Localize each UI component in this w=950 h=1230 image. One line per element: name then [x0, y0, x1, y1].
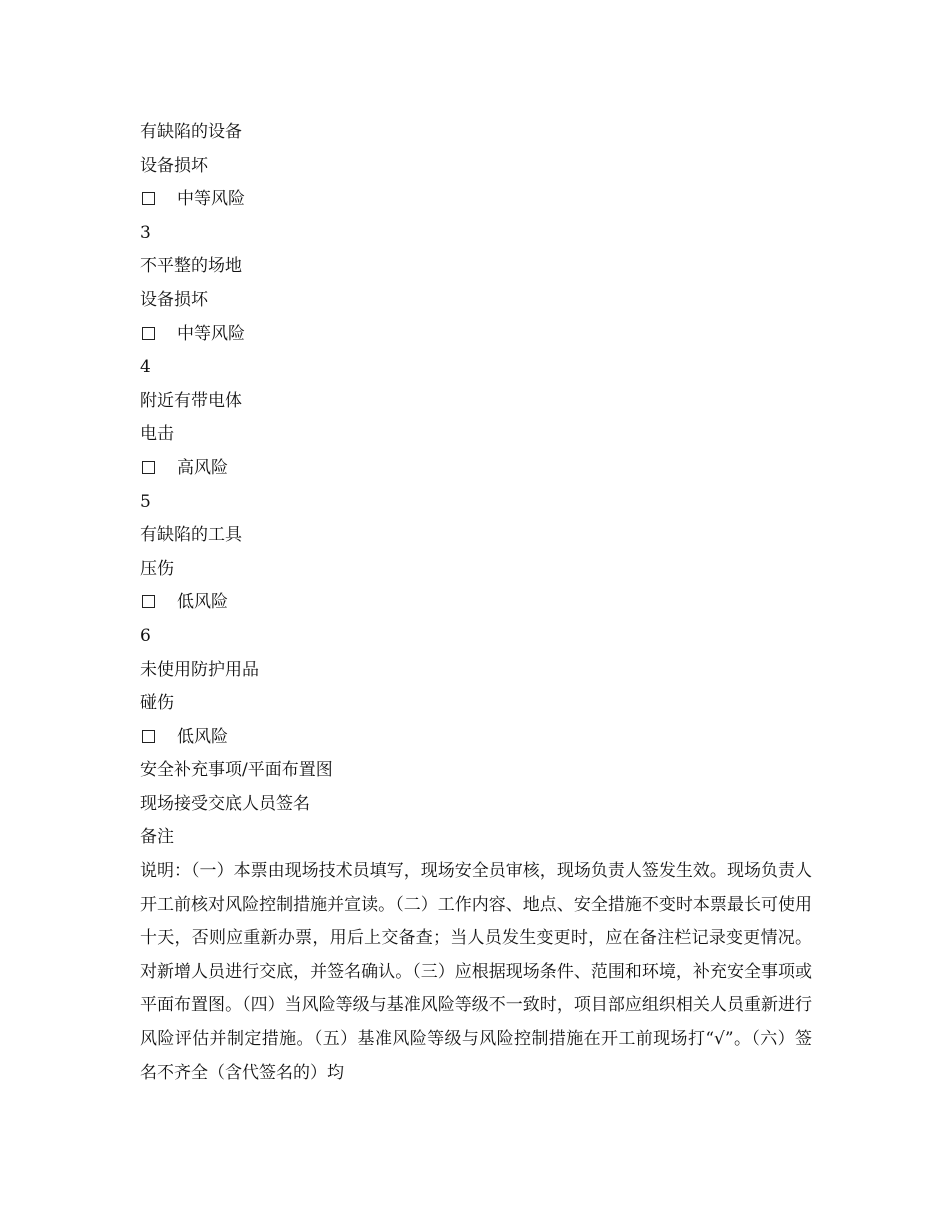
- text-line: 附近有带电体: [140, 390, 242, 411]
- checkbox-icon[interactable]: [142, 461, 155, 474]
- risk-level-label: 中等风险: [177, 189, 245, 210]
- risk-level-row: [140, 586, 812, 620]
- text-line: 有缺陷的工具: [140, 525, 242, 546]
- text-line: 备注: [140, 827, 174, 848]
- risk-level-label: 高风险: [177, 457, 228, 478]
- instructions-paragraph: 说明：（一）本票由现场技术员填写，现场安全员审核，现场负责人签发生效。现场负责人开工前核对风险控制措施并宣读。（二）工作内容、地点、安全措施不变时本票最长可使用十天，否则应重新办票，用后上交备查；当人员发生变更时，应在备注栏记录变更情况。对新增人员进行交底，并签名确认。（三）应根据现场条件、范围和环境，补充安全事项或平面布置图。（四）当风险等级与基准风险等级不一致时，项目部应组织相关人员重新进行风险评估并制定措施。（五）基准风险等级与风险控制措施在开工前现场打“√”。（六）签名不齐全（含代签名的）均: [140, 861, 812, 1083]
- risk-level-label: 低风险: [177, 592, 228, 613]
- text-line: 现场接受交底人员签名: [140, 793, 310, 814]
- text-line: 不平整的场地: [140, 256, 242, 277]
- text-line: 6: [140, 625, 151, 646]
- checkbox-icon[interactable]: [142, 192, 155, 205]
- risk-level-row: [140, 721, 812, 755]
- checkbox-icon[interactable]: [142, 327, 155, 340]
- text-line: 有缺陷的设备: [140, 122, 242, 142]
- risk-list: [140, 116, 812, 855]
- risk-level-row: [140, 452, 812, 486]
- text-line: 电击: [140, 424, 174, 445]
- text-line: 安全补充事项/平面布置图: [140, 760, 333, 781]
- text-line: 3: [140, 222, 151, 243]
- risk-level-row: [140, 183, 812, 217]
- text-line: 碰伤: [140, 693, 174, 714]
- risk-level-label: 中等风险: [177, 323, 245, 344]
- risk-level-label: 低风险: [177, 726, 228, 747]
- document-page: [140, 116, 812, 1090]
- text-line: 4: [140, 357, 151, 378]
- risk-level-row: [140, 318, 812, 352]
- text-line: 设备损坏: [140, 155, 208, 176]
- text-line: 压伤: [140, 558, 174, 579]
- text-line: 设备损坏: [140, 289, 208, 310]
- checkbox-icon[interactable]: [142, 730, 155, 743]
- text-line: 未使用防护用品: [140, 659, 259, 680]
- checkbox-icon[interactable]: [142, 595, 155, 608]
- text-line: 5: [140, 491, 151, 512]
